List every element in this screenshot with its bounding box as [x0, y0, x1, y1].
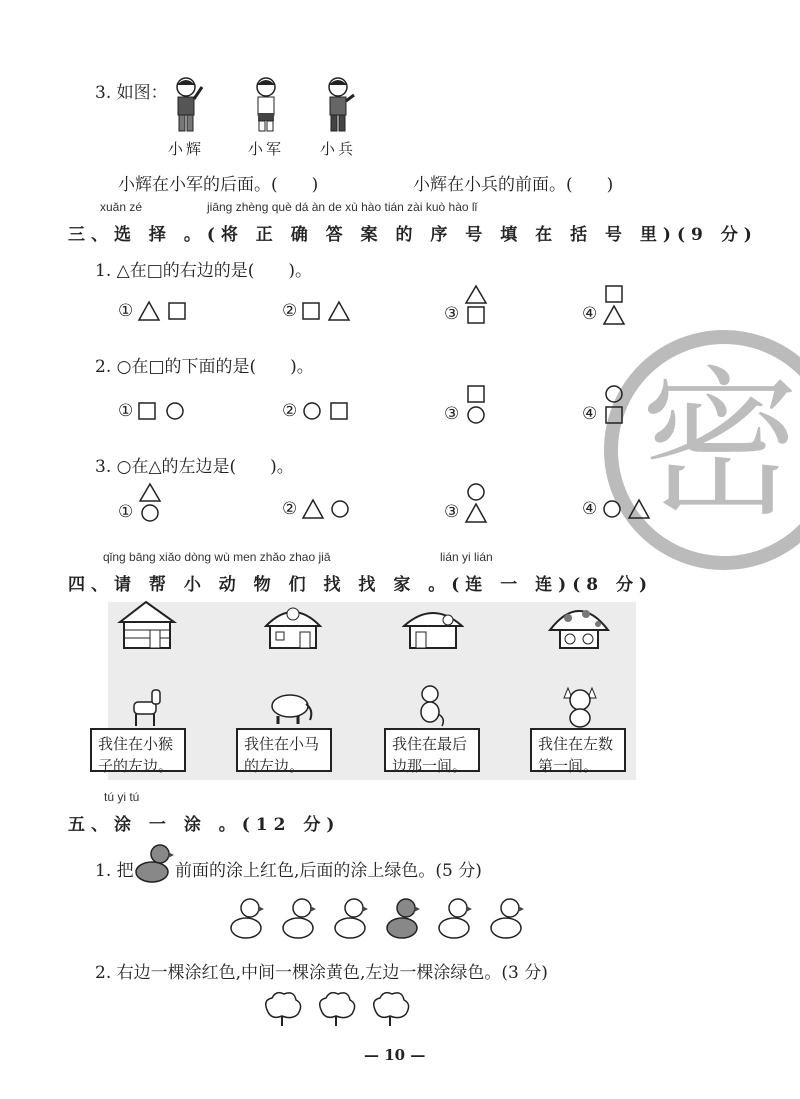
duck-6	[491, 899, 524, 938]
kid-xiaohui-figure	[168, 75, 208, 137]
mark-1: ①	[118, 401, 134, 421]
square-circle-icon	[137, 400, 189, 422]
tree-middle	[320, 993, 355, 1026]
choice-q2: 2. ○在□的下面的是( )。	[95, 357, 314, 377]
animal-box-1	[90, 728, 186, 775]
page-number: — 10 —	[364, 1046, 426, 1064]
section3-pinyin-1: xuǎn zé	[100, 200, 143, 214]
duck-3	[335, 899, 368, 938]
kid-name-1: 小辉	[168, 140, 205, 158]
kid-name-2: 小军	[248, 140, 285, 158]
mark-2: ②	[282, 301, 298, 321]
q1-option-3	[444, 284, 489, 326]
circle-triangle-icon	[601, 498, 653, 520]
paint-q1-post: 前面的涂上红色,后面的涂上绿色。(5 分)	[175, 861, 482, 881]
q2-option-4	[582, 384, 627, 426]
q3-label: 3. 如图：	[95, 83, 168, 103]
paint-q2: 2. 右边一棵涂红色,中间一棵涂黄色,左边一棵涂绿色。(3 分)	[95, 963, 548, 983]
statement-1: 小辉在小军的后面。( )	[118, 175, 319, 195]
animal-box-4	[530, 728, 626, 775]
box-2-line-2: 的左边。	[244, 757, 305, 775]
triangle-circle-icon	[301, 498, 353, 520]
q1-option-4	[582, 284, 627, 326]
statement-2: 小辉在小兵的前面。( )	[413, 175, 614, 195]
section5-pinyin: tú yi tú	[104, 790, 140, 804]
section4-pinyin-2: lián yi lián	[440, 550, 493, 564]
paint-q1-pre: 1. 把	[95, 861, 134, 881]
log-cabin-house-icon	[116, 600, 178, 652]
box-4-line-1: 我住在左数	[538, 735, 614, 753]
mushroom-house-icon	[548, 600, 610, 652]
section4-pinyin-1: qǐng bāng xiǎo dòng wù men zhǎo zhao jiā	[103, 550, 331, 564]
animal-box-3	[384, 728, 480, 775]
q1-option-1	[118, 300, 189, 322]
square-triangle-icon	[301, 300, 353, 322]
mark-4: ④	[582, 404, 598, 424]
monkey-icon	[414, 684, 448, 728]
mark-3: ③	[444, 304, 460, 324]
box-2-line-1: 我住在小马	[244, 735, 320, 753]
q3-option-1	[118, 482, 163, 524]
q2-option-3	[444, 384, 489, 426]
q2-option-2	[282, 400, 353, 422]
tree-row	[262, 990, 412, 1030]
kid-xiaobing-figure	[320, 75, 360, 137]
tree-left	[266, 993, 301, 1026]
section5-heading: 五、涂 一 涂 。(12 分)	[68, 815, 341, 835]
mark-2: ②	[282, 401, 298, 421]
section4-heading: 四、请 帮 小 动 物 们 找 找 家 。(连 一 连)(8 分)	[68, 575, 654, 595]
box-1-line-1: 我住在小猴	[98, 735, 174, 753]
mark-3: ③	[444, 502, 460, 522]
box-3-line-2: 边那一间。	[392, 757, 468, 775]
triangle-square-icon	[137, 300, 189, 322]
square-over-circle-icon	[463, 384, 489, 426]
circle-over-triangle-icon	[463, 482, 489, 524]
choice-q1: 1. △在□的右边的是( )。	[95, 261, 313, 281]
mark-4: ④	[582, 499, 598, 519]
duck-4-gray	[387, 899, 420, 938]
box-1-line-2: 子的左边。	[98, 757, 174, 775]
horse-icon	[126, 686, 166, 728]
q3-option-2	[282, 498, 353, 520]
circle-square-icon	[301, 400, 353, 422]
secret-seal-char: 密	[640, 351, 800, 538]
animal-box-2	[236, 728, 332, 775]
cottage-house-icon	[402, 600, 464, 652]
q1-option-2	[282, 300, 353, 322]
gray-duck-icon	[134, 842, 174, 886]
mark-3: ③	[444, 404, 460, 424]
choice-q3: 3. ○在△的左边是( )。	[95, 457, 294, 477]
square-over-triangle-icon	[601, 284, 627, 326]
mark-2: ②	[282, 499, 298, 519]
box-3-line-1: 我住在最后	[392, 735, 468, 753]
cat-icon	[562, 684, 598, 728]
duck-2	[283, 899, 316, 938]
duck-1	[231, 899, 264, 938]
elephant-icon	[264, 690, 316, 726]
box-4-line-2: 第一间。	[538, 757, 599, 775]
duck-5	[439, 899, 472, 938]
q3-option-3	[444, 482, 489, 524]
triangle-over-square-icon	[463, 284, 489, 326]
mark-1: ①	[118, 301, 134, 321]
mark-4: ④	[582, 304, 598, 324]
section3-pinyin-2: jiāng zhèng què dá àn de xù hào tián zài kuò hào lǐ	[207, 200, 478, 214]
kid-name-3: 小兵	[320, 140, 357, 158]
triangle-over-circle-icon	[137, 482, 163, 524]
q2-option-1	[118, 400, 189, 422]
flower-house-icon	[262, 600, 324, 652]
circle-over-square-icon	[601, 384, 627, 426]
mark-1: ①	[118, 502, 134, 522]
tree-right	[374, 993, 409, 1026]
duck-row	[228, 896, 538, 946]
section3-heading: 三、选 择 。(将 正 确 答 案 的 序 号 填 在 括 号 里)(9 分)	[68, 225, 758, 245]
q3-option-4	[582, 498, 653, 520]
kid-xiaojun-figure	[248, 75, 288, 137]
